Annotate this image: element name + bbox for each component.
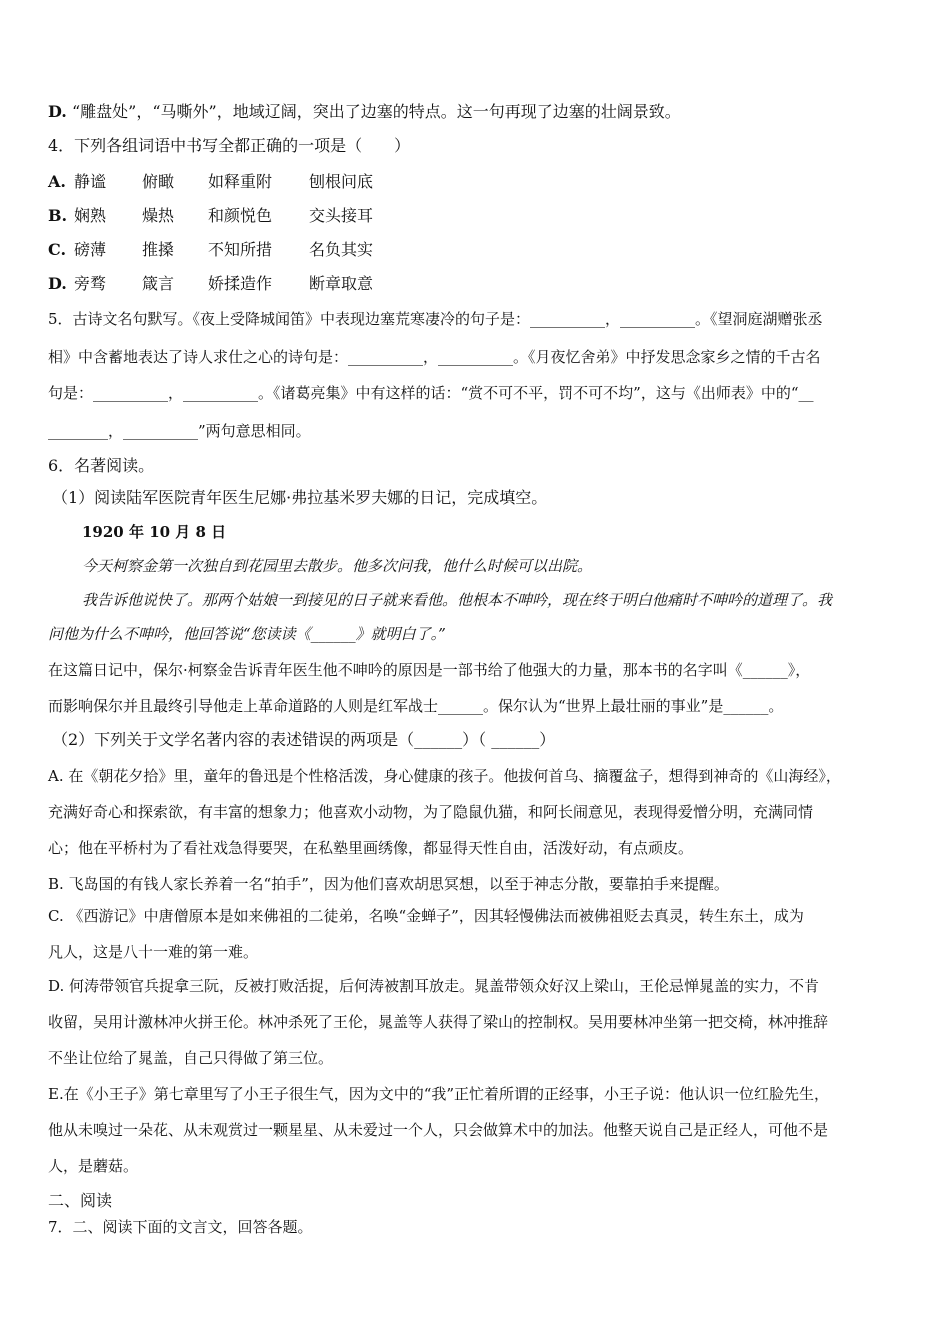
q4-option-d-word-2: 箴言 <box>142 274 175 293</box>
q4-option-b-label: B. <box>48 206 68 225</box>
option-a-line-1: A. 在《朝花夕拾》里，童年的鲁迅是个性格活泼，身心健康的孩子。他拔何首乌、摘覆盆子，想得到神奇的《山海经》， <box>48 767 841 785</box>
q6-title: 6．名著阅读。 <box>48 456 155 475</box>
q4-option-d-word-4: 断章取意 <box>309 274 374 293</box>
q4-option-a-label: A. <box>48 172 66 191</box>
diary-line-1: 今天柯察金第一次独自到花园里去散步。他多次问我，他什么时候可以出院。 <box>82 557 593 575</box>
q4-option-c-word-4: 名负其实 <box>309 240 374 259</box>
q4-option-d-label: D. <box>48 274 67 293</box>
option-b-line-1: B. 飞岛国的有钱人家长养着一名“拍手”，因为他们喜欢胡思冥想，以至于神志分散，要靠拍手来提醒。 <box>48 875 729 893</box>
section-2-title: 二、阅读 <box>48 1191 113 1210</box>
q4-option-b-word-1: 娴熟 <box>74 206 107 225</box>
q4-option-c-word-2: 推搡 <box>142 240 175 259</box>
q4-option-a-word-3: 如释重附 <box>208 172 273 191</box>
q3-option-d <box>48 102 681 122</box>
q6-fill-line-1: 在这篇日记中，保尔·柯察金告诉青年医生他不呻吟的原因是一部书给了他强大的力量，那本书的名字叫《______》， <box>48 661 811 679</box>
q3-option-d-text: “雕盘处”，“马嘶外”，地域辽阔，突出了边塞的特点。这一句再现了边塞的壮阔景致。 <box>71 102 681 121</box>
q4-option-b-word-4: 交头接耳 <box>309 206 374 225</box>
q4-stem: 4．下列各组词语中书写全都正确的一项是（ ） <box>48 136 411 155</box>
q6-fill-line-2: 而影响保尔并且最终引导他走上革命道路的人则是红军战士______。保尔认为“世界上最壮丽的事业”是______。 <box>48 697 784 715</box>
q3-option-d-label: D. <box>48 102 67 121</box>
diary-line-2: 我告诉他说快了。那两个姑娘一到接见的日子就来看他。他根本不呻吟，现在终于明白他痛时不呻吟的道理了。我 <box>82 591 833 609</box>
q5-line-2: 相》中含蓄地表达了诗人求仕之心的诗句是：__________，__________。《月夜忆舍弟》中抒发思念家乡之情的千古名 <box>48 348 821 366</box>
q6-part1-stem: （1）阅读陆军医院青年医生尼娜·弗拉基米罗夫娜的日记，完成填空。 <box>52 488 548 507</box>
q4-option-c-word-3: 不知所措 <box>208 240 273 259</box>
option-a-line-2: 充满好奇心和探索欲，有丰富的想象力；他喜欢小动物，为了隐鼠仇猫，和阿长闹意见，表现得爱憎分明，充满同情 <box>48 803 814 821</box>
q5-line-1: 5．古诗文名句默写。《夜上受降城闻笛》中表现边塞荒寒凄冷的句子是：__________，__________。《望洞庭湖赠张丞 <box>48 310 823 328</box>
option-e-line-3: 人，是蘑菇。 <box>48 1157 139 1175</box>
option-a-line-3: 心；他在平桥村为了看社戏急得要哭，在私塾里画绣像，都显得天性自由，活泼好动，有点顽皮。 <box>48 839 694 857</box>
q4-option-a-word-1: 静谧 <box>74 172 107 191</box>
option-d-line-2: 收留，吴用计激林冲火拼王伦。林冲杀死了王伦，晁盖等人获得了梁山的控制权。吴用要林冲坐第一把交椅，林冲推辞 <box>48 1013 829 1031</box>
option-c-line-1: C. 《西游记》中唐僧原本是如来佛祖的二徒弟，名唤“金蝉子”，因其轻慢佛法而被佛祖贬去真灵，转生东土，成为 <box>48 907 804 925</box>
q4-option-c-word-1: 磅薄 <box>74 240 107 259</box>
q4-option-d-word-3: 娇揉造作 <box>208 274 273 293</box>
q4-option-b-word-3: 和颜悦色 <box>208 206 273 225</box>
q5-line-4: ________，__________”两句意思相同。 <box>48 422 311 440</box>
option-e-line-1: E.在《小王子》第七章里写了小王子很生气，因为文中的“我”正忙着所谓的正经事，小王子说：他认识一位红脸先生， <box>48 1085 830 1103</box>
diary-date: 1920 年 10 月 8 日 <box>82 523 227 541</box>
diary-line-3: 问他为什么不呻吟，他回答说“您读读《______》就明白了。” <box>48 625 446 643</box>
q4-option-b-word-2: 燥热 <box>142 206 175 225</box>
option-c-line-2: 凡人，这是八十一难的第一难。 <box>48 943 259 961</box>
q7-stem: 7．二、阅读下面的文言文，回答各题。 <box>48 1218 313 1236</box>
option-e-line-2: 他从未嗅过一朵花、从未观赏过一颗星星、从未爱过一个人，只会做算术中的加法。他整天说自己是正经人，可他不是 <box>48 1121 829 1139</box>
option-d-line-1: D. 何涛带领官兵捉拿三阮，反被打败活捉，后何涛被割耳放走。晁盖带领众好汉上梁山，王伦忌惮晁盖的实力，不肯 <box>48 977 820 995</box>
q5-line-3: 句是：__________，__________。《诸葛亮集》中有这样的话：“赏不可不平，罚不可不均”，这与《出师表》中的“__ <box>48 384 814 402</box>
option-d-line-3: 不坐让位给了晁盖，自己只得做了第三位。 <box>48 1049 334 1067</box>
q4-option-c-label: C. <box>48 240 67 259</box>
q4-option-a-word-2: 俯瞰 <box>142 172 175 191</box>
q4-option-d-word-1: 旁骛 <box>74 274 107 293</box>
q4-option-a-word-4: 刨根问底 <box>309 172 374 191</box>
q6-part2-stem: （2）下列关于文学名著内容的表述错误的两项是（______）（ ______） <box>52 730 556 749</box>
